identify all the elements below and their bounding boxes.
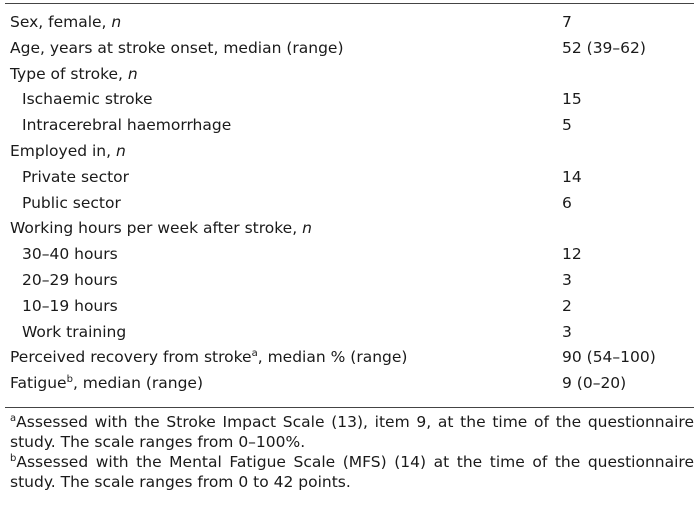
row-label-text: Employed in, (10, 141, 116, 160)
table-row (5, 242, 694, 268)
row-value: 90 (54–100) (562, 348, 656, 367)
row-value: 3 (562, 270, 572, 289)
table-row (5, 294, 694, 320)
table-row (5, 345, 694, 371)
row-label-text: Perceived recovery from stroke (10, 348, 252, 367)
row-label-text: Public sector (22, 193, 121, 212)
row-label (10, 62, 138, 88)
row-value: 15 (562, 90, 582, 109)
table-row (5, 87, 694, 113)
footnote-marker: b (10, 453, 17, 464)
row-label (22, 294, 118, 320)
row-label-italic: n (302, 219, 312, 238)
row-label (22, 113, 231, 139)
row-label-text: 20–29 hours (22, 270, 118, 289)
row-label-text: Intracerebral haemorrhage (22, 116, 232, 135)
table-body (5, 10, 694, 397)
row-label-text: 10–19 hours (22, 296, 118, 315)
row-value: 9 (0–20) (562, 374, 627, 393)
table-row (5, 320, 694, 346)
row-label-text: Private sector (22, 167, 130, 186)
row-value: 7 (562, 13, 572, 31)
table-row (5, 62, 694, 88)
row-label-text: Sex, female, (10, 13, 112, 31)
top-rule (5, 3, 694, 4)
row-label (10, 36, 344, 62)
row-label (22, 242, 118, 268)
table-row (5, 139, 694, 165)
row-label (22, 165, 129, 191)
row-label (10, 371, 203, 397)
row-label-italic: n (127, 64, 138, 83)
row-value: 3 (562, 322, 572, 341)
footnote-marker: b (66, 374, 73, 386)
row-label-text: Age, years at stroke onset, median (range) (10, 38, 344, 57)
row-label (22, 191, 121, 217)
table-row (5, 10, 694, 36)
row-label-tail: , median % (range) (257, 348, 408, 367)
row-value: 12 (562, 245, 582, 264)
table-row (5, 36, 694, 62)
row-value: 5 (562, 116, 572, 135)
row-value: 52 (39–62) (562, 38, 646, 57)
table-footnotes (10, 413, 694, 493)
row-value: 2 (562, 296, 572, 315)
row-label-text: Type of stroke, (10, 64, 128, 83)
table-row (5, 371, 694, 397)
footnote (10, 413, 694, 452)
row-label-italic: n (111, 13, 122, 31)
bottom-rule (5, 407, 694, 408)
row-label-text: Working hours per week after stroke, (10, 219, 303, 238)
footnote (10, 453, 694, 492)
footnote-marker: a (251, 348, 258, 360)
row-label (10, 10, 121, 36)
footnote-text: Assessed with the Stroke Impact Scale (13), item 9, at the time of the questionnaire study. The scale ranges from 0–100%. (10, 413, 694, 451)
row-label (22, 268, 118, 294)
footnote-marker: a (10, 413, 17, 424)
table-row (5, 113, 694, 139)
row-label-text: Fatigue (10, 374, 67, 393)
row-label (10, 139, 126, 165)
table-row (5, 268, 694, 294)
footnote-text: Assessed with the Mental Fatigue Scale (MFS) (14) at the time of the questionnaire study. The scale ranges from 0 to 42 points. (10, 453, 694, 491)
row-label (22, 87, 153, 113)
row-label (10, 216, 312, 242)
row-label-italic: n (115, 141, 126, 160)
row-label-text: Ischaemic stroke (22, 90, 153, 109)
table-row (5, 165, 694, 191)
row-label (22, 320, 126, 346)
row-value: 6 (562, 193, 572, 212)
row-label (10, 345, 407, 371)
row-label-text: Work training (22, 322, 127, 341)
row-label-tail: , median (range) (72, 374, 203, 393)
table-row (5, 191, 694, 217)
row-label-text: 30–40 hours (22, 245, 118, 264)
row-value: 14 (562, 167, 582, 186)
table-row (5, 216, 694, 242)
